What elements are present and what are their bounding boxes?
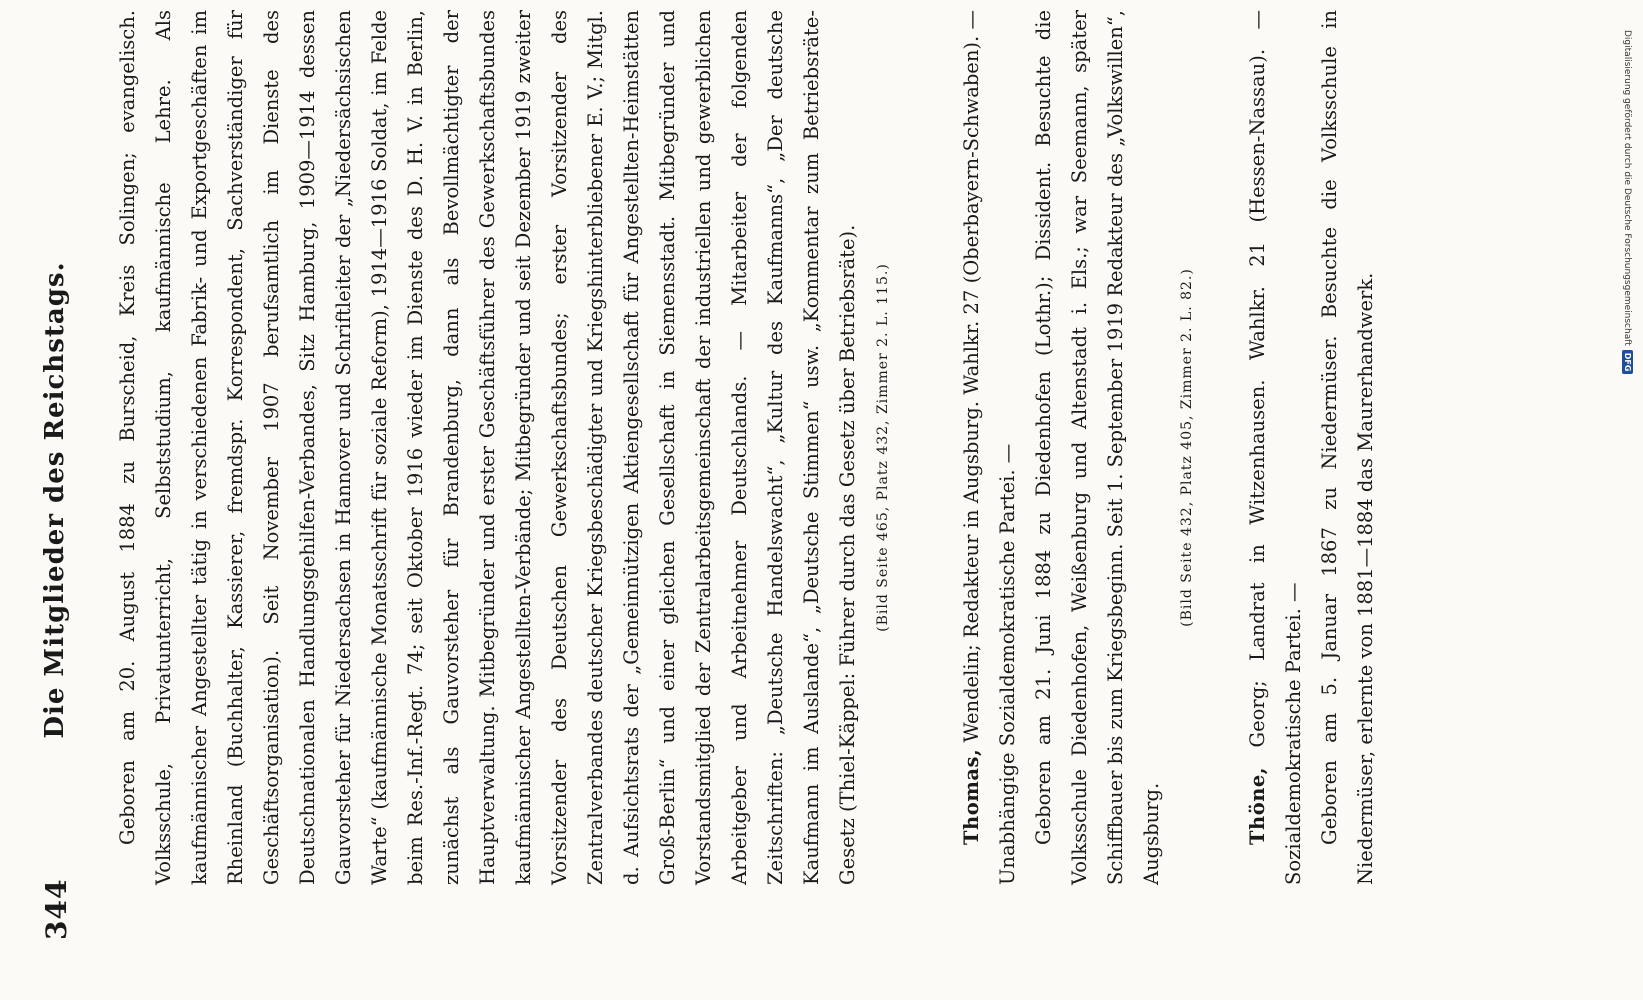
- dfg-logo: DFG: [1622, 350, 1633, 375]
- biography-paragraph: Geboren am 20. August 1884 zu Burscheid, Kreis Solingen; evangelisch. Volksschule, Privatunterricht, Selbststudium, kaufmännische Lehre. Als kaufmännischer Angestellter tätig in verschiedenen Fabrik- und Exportgeschäften im Rheinland (Buchhalter, Kassierer, fremdspr. Korrespondent, Sachverständiger für Geschäftsorganisation). Seit November 1907 berufsamtlich im Dienste des Deutschnationalen Handlungsgehilfen-Verbandes, Sitz Hamburg, 1909—1914 dessen Gauvorsteher für Niedersachsen in Hannover und Schriftleiter der „Niedersächsischen Warte“ (kaufmännische Monatsschrift für soziale Reform), 1914—1916 Soldat, im Felde beim Res.-Inf.-Regt. 74; seit Oktober 1916 wieder im Dienste des D. H. V. in Berlin, zunächst als Gauvorsteher für Brandenburg, dann als Bevollmächtigter der Hauptverwaltung. Mitbegründer und erster Geschäftsführer des Gewerkschaftsbundes kaufmännischer Angestellten-Verbände; Mitbegründer und seit Dezember 1919 zweiter Vorsitzender des Deutschen Gewerkschaftsbundes; erster Vorsitzender des Zentralverbandes deutscher Kriegsbeschädigter und Kriegshinterbliebener E. V.; Mitgl. d. Aufsichtsrats der „Gemeinnützigen Aktiengesellschaft für Angestellten-Heimstätten Groß-Berlin“ und einer gleichen Gesellschaft in Siemensstadt. Mitbegründer und Vorstandsmitglied der Zentralarbeitsgemeinschaft der industriellen und gewerblichen Arbeitgeber und Arbeitnehmer Deutschlands. — Mitarbeiter der folgenden Zeitschriften: „Deutsche Handelswacht“, „Kultur des Kaufmanns“, „Der deutsche Kaufmann im Auslande“, „Deutsche Stimmen“ usw. „Kommentar zum Betriebsräte-Gesetz (Thiel-Käppel: Führer durch das Gesetz über Betriebsräte).: [116, 10, 859, 885]
- biography-entry-continued: [110, 10, 896, 885]
- page-body: [110, 10, 1384, 885]
- page-number: 344: [40, 878, 73, 940]
- biography-paragraph: Geboren am 21. Juni 1884 zu Diedenhofen (Lothr.); Dissident. Besuchte die Volksschule Diedenhofen, Weißenburg und Altenstadt i. Els.; war Seemann, später Schiffbauer bis zum Kriegsbeginn. Seit 1. September 1919 Redakteur des „Volkswillen“, Augsburg.: [1032, 10, 1163, 885]
- member-name: Thöne,: [1246, 766, 1269, 845]
- seat-reference: (Bild Seite 432, Platz 405, Zimmer 2. L. 82.): [1179, 268, 1195, 627]
- running-title: Die Mitglieder des Reichstags.: [40, 261, 70, 739]
- page-header: [40, 60, 80, 940]
- seat-reference: (Bild Seite 465, Platz 432, Zimmer 2. L. 115.): [875, 263, 891, 632]
- biography-entry-thomas: [954, 10, 1200, 885]
- digitization-credit: [1619, 30, 1639, 990]
- biography-paragraph: Geboren am 5. Januar 1867 zu Niedermüser. Besuchte die Volksschule in Niedermüser, erlernte von 1881—1884 das Maurerhandwerk.: [1318, 10, 1377, 885]
- entry-heading: [954, 10, 1026, 885]
- credit-text: Digitalisierung gefördert durch die Deutsche Forschungsgemeinschaft: [1622, 30, 1632, 346]
- biography-entry-thoene: [1240, 10, 1384, 885]
- member-name: Thomas,: [960, 748, 983, 845]
- entry-heading: [1240, 10, 1312, 885]
- member-details: Wendelin; Redakteur in Augsburg. Wahlkr. 27 (Oberbayern-Schwaben). — Unabhängige Sozialdemokratische Partei. —: [960, 10, 1019, 885]
- member-details: Georg; Landrat in Witzenhausen. Wahlkr. 21 (Hessen-Nassau). — Sozialdemokratische Partei. —: [1246, 10, 1305, 885]
